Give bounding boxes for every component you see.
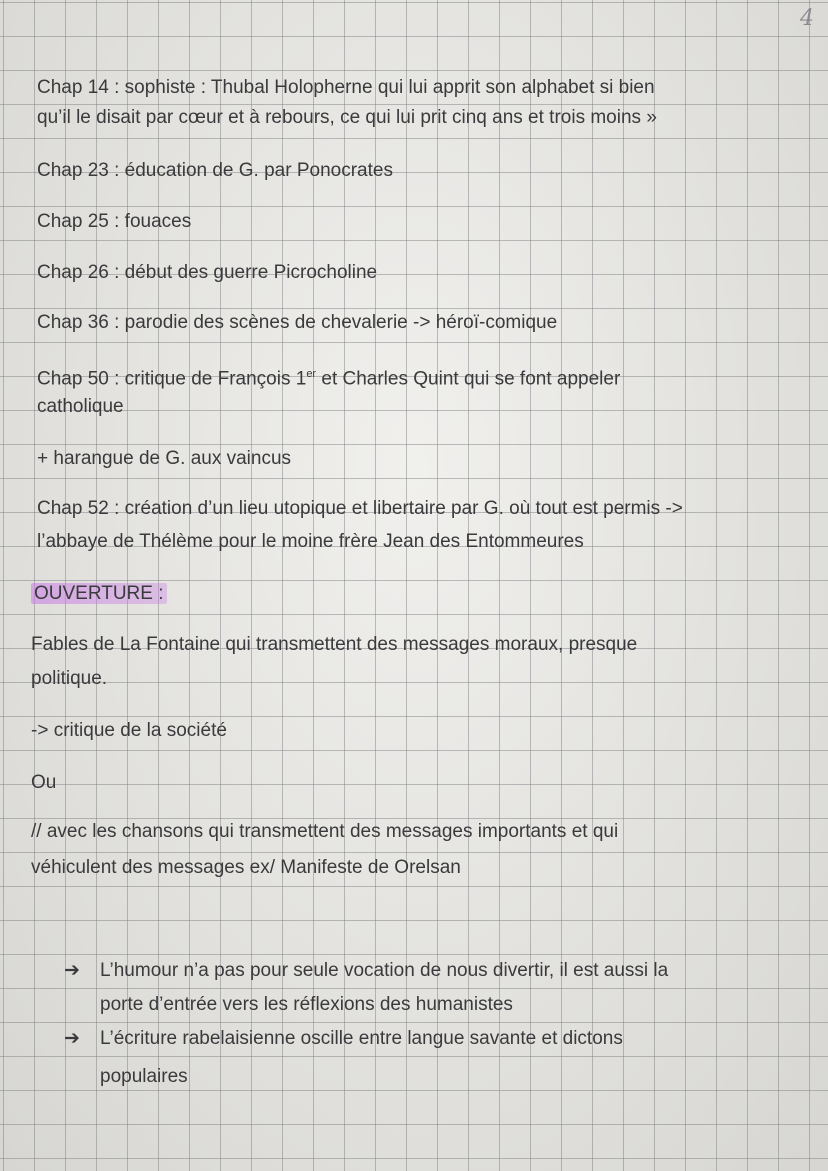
chansons-line-2: véhiculent des messages ex/ Manifeste de Orelsan bbox=[31, 857, 461, 878]
conclusion-2-arrow-icon: ➔ bbox=[64, 1028, 80, 1049]
chapter-50-text-b: et Charles Quint qui se font appeler bbox=[316, 368, 621, 390]
conclusion-1-arrow-icon: ➔ bbox=[64, 960, 80, 981]
fables-line-1: Fables de La Fontaine qui transmettent des messages moraux, presque bbox=[31, 634, 638, 655]
ouverture-heading bbox=[31, 577, 791, 611]
page-number: 4 bbox=[800, 6, 814, 31]
chapter-52-line-2: l’abbaye de Thélème pour le moine frère Jean des Entommeures bbox=[37, 531, 584, 552]
chapter-50-line-2: catholique bbox=[37, 396, 124, 417]
conclusion-1-line-1: L’humour n’a pas pour seule vocation de nous divertir, il est aussi la bbox=[100, 960, 669, 981]
conclusion-1-line-2: porte d’entrée vers les réflexions des humanistes bbox=[100, 994, 513, 1015]
chansons-line-1: // avec les chansons qui transmettent des messages importants et qui bbox=[31, 821, 619, 842]
chapter-14-line-1: Chap 14 : sophiste : Thubal Holopherne qui lui apprit son alphabet si bien bbox=[37, 77, 655, 98]
chapter-26: Chap 26 : début des guerre Picrocholine bbox=[37, 262, 378, 283]
conclusion-2-line-1: L’écriture rabelaisienne oscille entre langue savante et dictons bbox=[100, 1028, 623, 1049]
chapter-50-text-a: Chap 50 : critique de François 1 bbox=[37, 368, 307, 390]
chapter-14-line-2: qu’il le disait par cœur et à rebours, ce qui lui prit cinq ans et trois moins » bbox=[37, 107, 657, 128]
critique-line: -> critique de la société bbox=[31, 720, 227, 741]
conclusion-2-line-2: populaires bbox=[100, 1066, 188, 1087]
chapter-52-line-1: Chap 52 : création d’un lieu utopique et libertaire par G. où tout est permis -> bbox=[37, 498, 683, 519]
ou-line: Ou bbox=[31, 772, 57, 793]
fables-line-2: politique. bbox=[31, 668, 108, 689]
chapter-36: Chap 36 : parodie des scènes de chevalerie -> héroï-comique bbox=[37, 312, 558, 333]
chapter-50-superscript: er bbox=[306, 368, 317, 380]
chapter-23: Chap 23 : éducation de G. par Ponocrates bbox=[37, 160, 393, 181]
chapter-25: Chap 25 : fouaces bbox=[37, 211, 192, 232]
harangue-line: + harangue de G. aux vaincus bbox=[37, 448, 292, 469]
ouverture-highlight: OUVERTURE : bbox=[31, 583, 167, 604]
